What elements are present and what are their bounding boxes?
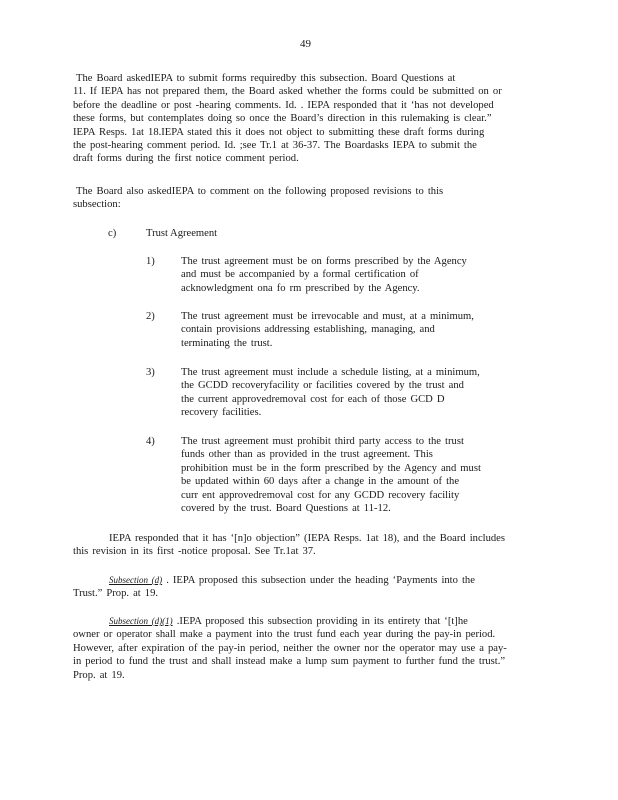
- text-line: the current approvedremoval cost for each of those GCD D: [181, 393, 445, 405]
- subsection-label: Subsection (d): [109, 575, 163, 585]
- paragraph-iepa-responded: [73, 532, 543, 559]
- text-line: the GCDD recoveryfacility or facilities covered by the trust and: [181, 380, 464, 392]
- page-number: 49: [300, 38, 311, 50]
- text-line: However, after expiration of the pay-in period, neither the owner nor the operator may use a pay-: [73, 642, 507, 654]
- text-line: and must be accompanied by a formal certification of: [181, 269, 419, 281]
- text-line: Prop. at 19.: [73, 669, 125, 681]
- paragraph-subsection-d: [73, 574, 543, 601]
- text-line: The Board also askedIEPA to comment on the following proposed revisions to this: [76, 186, 444, 197]
- text-line: The trust agreement must be on forms prescribed by the Agency: [181, 256, 467, 267]
- text-line: The trust agreement must prohibit third party access to the trust: [181, 436, 464, 447]
- subsection-label: Subsection (d)(1): [109, 616, 173, 626]
- text-line: subsection:: [73, 199, 121, 211]
- text-line: in period to fund the trust and shall instead make a lump sum payment to further fund the trust.”: [73, 656, 506, 668]
- text-line: prohibition must be in the form prescribed by the Agency and must: [181, 462, 481, 474]
- text-line: funds other than as provided in the trust agreement. This: [181, 449, 433, 461]
- text-line: terminating the trust.: [181, 337, 273, 349]
- text-line: owner or operator shall make a payment into the trust fund each year during the pay-in period.: [73, 629, 496, 641]
- text-line: contain provisions addressing establishing, managing, and: [181, 324, 435, 336]
- text-line: IEPA responded that it has ‘[n]o objection” (IEPA Resps. 1at 18), and the Board includes: [109, 533, 506, 544]
- text-line: the post-hearing comment period. Id. ;see Tr.1 at 36-37. The Boardasks IEPA to submit the: [73, 140, 477, 152]
- text-line: curr ent approvedremoval cost for any GCDD recovery facility: [181, 489, 460, 501]
- section-label: c): [108, 228, 117, 239]
- text-line: Trust.” Prop. at 19.: [73, 588, 159, 600]
- item-number: 4): [146, 436, 155, 447]
- text-line: covered by the trust. Board Questions at 11-12.: [181, 503, 391, 515]
- paragraph-proposed-revisions: [73, 185, 543, 212]
- item-number: 2): [146, 311, 155, 322]
- item-number: 1): [146, 256, 155, 267]
- text-line: before the deadline or post -hearing comments. Id. . IEPA responded that it ‘has not developed: [73, 99, 494, 111]
- section-title: Trust Agreement: [146, 228, 218, 239]
- paragraph-subsection-d1: [73, 615, 543, 682]
- item-number: 3): [146, 367, 155, 378]
- text-line: acknowledgment ona fo rm prescribed by the Agency.: [181, 282, 420, 294]
- paragraph-board-asked-forms: [73, 72, 543, 166]
- text-line: IEPA Resps. 1at 18.IEPA stated this it does not object to submitting these draft forms during: [73, 126, 485, 138]
- text-span: .IEPA proposed this subsection providing in its entirety that ‘[t]he: [172, 616, 468, 627]
- text-line: draft forms during the first notice comment period.: [73, 153, 299, 165]
- text-span: . IEPA proposed this subsection under the heading ‘Payments into the: [162, 575, 475, 586]
- text-line: be updated within 60 days after a change in the amount of the: [181, 476, 460, 488]
- text-line: The Board askedIEPA to submit forms requiredby this subsection. Board Questions at: [76, 73, 456, 84]
- text-line: these forms, but contemplates doing so once the Board’s direction in this rulemaking is clear.”: [73, 113, 492, 125]
- text-line: 11. If IEPA has not prepared them, the Board asked whether the forms could be submitted on or: [73, 86, 502, 98]
- text-line: recovery facilities.: [181, 407, 262, 419]
- text-line: The trust agreement must be irrevocable and must, at a minimum,: [181, 311, 474, 322]
- text-line: The trust agreement must include a schedule listing, at a minimum,: [181, 367, 480, 378]
- text-line: this revision in its first -notice proposal. See Tr.1at 37.: [73, 546, 316, 558]
